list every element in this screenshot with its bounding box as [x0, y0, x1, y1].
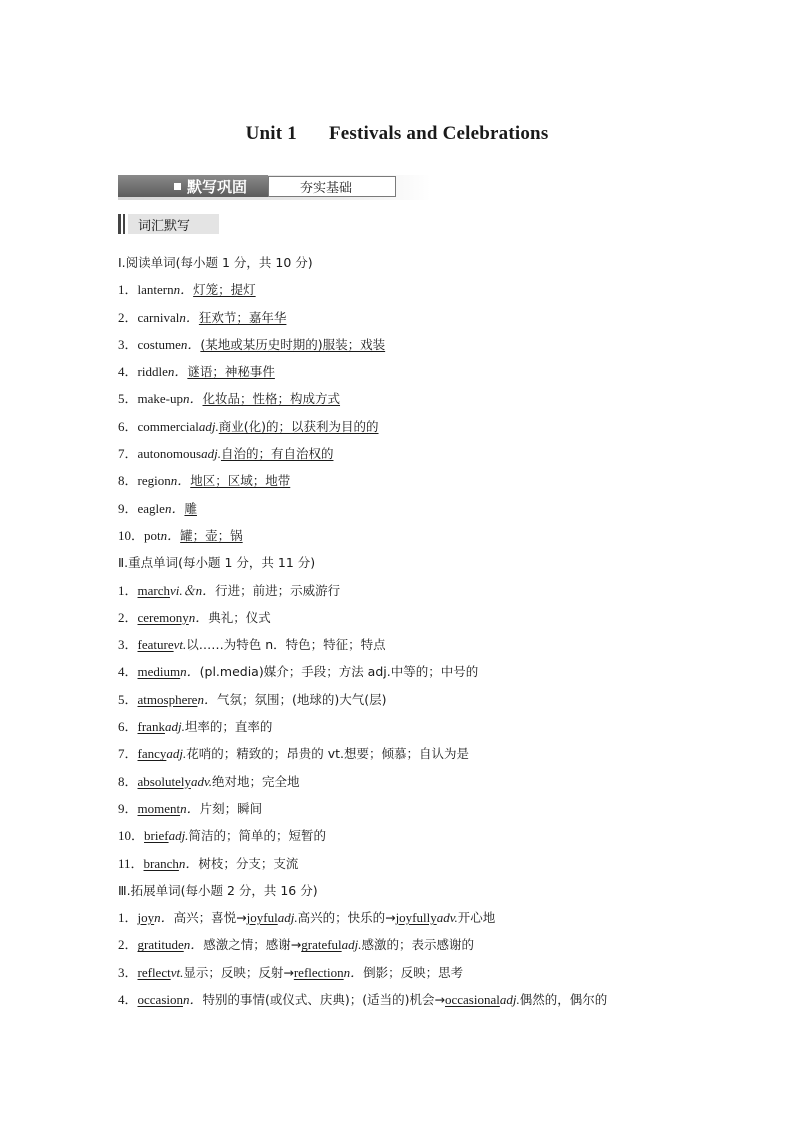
vocab-item	[118, 796, 758, 823]
item-pos: vt.	[170, 964, 184, 980]
item-derived-meaning: 感激的；表示感谢的	[361, 937, 475, 953]
item-meaning: (某地或某历史时期的)服装；戏装	[200, 336, 386, 352]
item-pos: n．	[188, 609, 209, 625]
item-pos: n．	[197, 691, 217, 707]
item-number: 3．	[118, 964, 138, 980]
vocab-item	[118, 441, 758, 468]
vocab-item	[118, 987, 758, 1014]
item-meaning: 绝对地；完全地	[212, 773, 300, 789]
item-pos: n．	[160, 527, 181, 543]
item-meaning: 行进；前进；示威游行	[215, 582, 341, 598]
item-meaning: 气氛；氛围；(地球的)大气(层)	[216, 691, 387, 707]
item-word: atmosphere	[137, 691, 198, 707]
item-number: 1．	[118, 282, 138, 298]
vocab-item	[118, 741, 758, 768]
item-word: commercial	[137, 418, 199, 434]
item-pos: adj.	[166, 746, 187, 762]
item-word: lantern	[137, 282, 174, 298]
item-pos: n．	[183, 992, 203, 1008]
item-number: 5．	[118, 691, 138, 707]
vocab-item	[118, 523, 758, 550]
item-word: eagle	[137, 500, 165, 516]
item-word: reflect	[137, 964, 171, 980]
item-meaning: 感激之情；感谢→	[203, 937, 302, 953]
section-heading	[118, 550, 758, 577]
item-number: 2．	[118, 937, 138, 953]
vocab-item	[118, 769, 758, 796]
item-word: autonomous	[137, 446, 202, 462]
subheading-label: 词汇默写	[128, 214, 219, 234]
item-number: 1．	[118, 910, 138, 926]
item-meaning: 坦率的；直率的	[184, 719, 273, 735]
item-number: 4．	[118, 364, 138, 380]
item-number: 7．	[118, 446, 138, 462]
item-meaning: 高兴；喜悦→	[173, 910, 247, 926]
unit-name: Festivals and Celebrations	[328, 123, 549, 144]
item-pos: n．	[178, 855, 199, 871]
vocab-item	[118, 277, 758, 304]
item-pos: adv.	[190, 773, 213, 789]
item-number: 3．	[118, 637, 138, 653]
item-word: march	[137, 582, 170, 598]
item-number: 10．	[118, 527, 145, 543]
item-derived-pos: adj.	[277, 910, 298, 926]
section-heading-text: Ⅰ.阅读单词(每小题 1 分，共 10 分)	[118, 255, 313, 270]
item-pos: n．	[183, 937, 204, 953]
item-number: 4．	[118, 664, 138, 680]
item-number: 2．	[118, 609, 138, 625]
item-word: frank	[137, 719, 165, 735]
item-meaning: (pl.media)媒介；手段；方法 adj.中等的；中号的	[199, 664, 479, 680]
item-word: occasion	[137, 992, 183, 1008]
item-pos: n．	[164, 500, 185, 516]
vocabulary-content	[118, 250, 758, 1014]
item-pos: vt.	[173, 637, 187, 653]
item-meaning: 商业(化)的；以获利为目的的	[218, 418, 379, 434]
subheading-bar-icon	[123, 214, 125, 234]
item-number: 11．	[118, 855, 144, 871]
item-word: feature	[137, 637, 174, 653]
item-word: medium	[137, 664, 181, 680]
item-meaning: 化妆品；性格；构成方式	[202, 391, 341, 407]
item-pos: adj.	[201, 446, 221, 462]
item-word: pot	[144, 527, 161, 543]
item-pos: n．	[180, 800, 200, 816]
item-meaning: 罐；壶；锅	[180, 527, 243, 543]
vocab-item	[118, 687, 758, 714]
item-pos: n．	[173, 282, 194, 298]
subheading	[118, 214, 219, 234]
vocab-item	[118, 305, 758, 332]
item-derived-word: occasional	[445, 992, 500, 1008]
subheading-bar-icon	[118, 214, 121, 234]
item-number: 6．	[118, 719, 138, 735]
item-derived-meaning: 倒影；反映；思考	[363, 964, 464, 980]
item-pos: adj.	[198, 418, 219, 434]
item-derived-pos: adj.	[499, 992, 520, 1008]
item-derived-pos: adv.	[436, 910, 458, 926]
vocab-item	[118, 468, 758, 495]
item-derived-pos: adj.	[341, 937, 362, 953]
item-word: absolutely	[137, 773, 191, 789]
item-number: 9．	[118, 800, 138, 816]
section-heading-text: Ⅲ.拓展单词(每小题 2 分，共 16 分)	[118, 882, 318, 898]
item-meaning: 特别的事情(或仪式、庆典)；(适当的)机会→	[202, 992, 445, 1008]
banner-main-label: 默写巩固	[187, 177, 248, 196]
vocab-item	[118, 659, 758, 686]
item-word: ceremony	[137, 609, 189, 625]
item-word: riddle	[137, 364, 168, 380]
item-meaning: 地区；区域；地带	[190, 473, 291, 489]
item-word: fancy	[137, 746, 167, 762]
item-derived-word: reflection	[293, 964, 344, 980]
item-word: gratitude	[137, 937, 184, 953]
item-derived-word: joyfully	[395, 910, 437, 926]
item-meaning: 树枝；分支；支流	[198, 855, 299, 871]
vocab-item	[118, 632, 758, 659]
vocab-item	[118, 905, 758, 932]
item-pos: n．	[170, 473, 191, 489]
section-heading-text: Ⅱ.重点单词(每小题 1 分，共 11 分)	[118, 555, 316, 571]
item-word: region	[137, 473, 171, 489]
item-meaning: 谜语；神秘事件	[187, 364, 275, 380]
item-meaning: 雕	[184, 500, 197, 516]
item-derived-word: grateful	[301, 937, 342, 953]
item-number: 4．	[118, 992, 138, 1008]
item-word: carnival	[137, 309, 180, 325]
item-word: brief	[144, 828, 169, 844]
item-meaning: 简洁的；简单的；短暂的	[188, 828, 326, 844]
vocab-item	[118, 714, 758, 741]
vocab-item	[118, 414, 758, 441]
item-number: 9．	[118, 500, 138, 516]
item-meaning: 花哨的；精致的；昂贵的 vt.想要；倾慕；自认为是	[186, 746, 470, 762]
item-meaning: 以……为特色 n．特色；特征；特点	[186, 637, 386, 653]
page-title	[0, 123, 794, 145]
item-number: 5．	[118, 391, 138, 407]
item-word: branch	[143, 855, 179, 871]
vocab-item	[118, 851, 758, 878]
item-word: joy	[137, 910, 155, 926]
item-word: moment	[137, 800, 181, 816]
item-pos: n．	[183, 391, 203, 407]
item-word: costume	[137, 336, 181, 352]
item-derived-pos: n．	[343, 964, 364, 980]
item-meaning: 显示；反映；反射→	[183, 964, 294, 980]
item-number: 8．	[118, 773, 138, 789]
item-derived-meaning: 偶然的，偶尔的	[519, 992, 608, 1008]
section-heading	[118, 250, 758, 277]
vocab-item	[118, 960, 758, 987]
item-word: make-up	[137, 391, 183, 407]
vocab-item	[118, 932, 758, 959]
item-pos: n．	[180, 336, 201, 352]
banner-main	[118, 175, 268, 197]
section-banner	[118, 175, 431, 200]
item-pos: n．	[154, 910, 174, 926]
item-derived-meaning: 开心地	[457, 910, 496, 926]
square-bullet-icon	[174, 183, 181, 190]
item-meaning: 灯笼；提灯	[193, 282, 256, 298]
section-heading	[118, 878, 758, 905]
item-number: 10．	[118, 828, 145, 844]
banner-tab-label: 夯实基础	[299, 181, 352, 196]
unit-label: Unit 1	[245, 123, 297, 144]
item-pos: adj.	[168, 828, 189, 844]
vocab-item	[118, 386, 758, 413]
item-pos: n．	[180, 664, 200, 680]
item-number: 3．	[118, 336, 138, 352]
item-number: 8．	[118, 473, 138, 489]
item-pos: n．	[179, 309, 199, 325]
vocab-item	[118, 578, 758, 605]
item-derived-word: joyful	[246, 910, 278, 926]
vocab-item	[118, 496, 758, 523]
vocab-item	[118, 359, 758, 386]
item-meaning: 自治的；有自治权的	[220, 446, 334, 462]
vocab-item	[118, 605, 758, 632]
banner-tab	[268, 176, 396, 197]
item-meaning: 典礼；仪式	[208, 609, 271, 625]
item-number: 2．	[118, 309, 138, 325]
item-number: 7．	[118, 746, 138, 762]
item-meaning: 狂欢节；嘉年华	[198, 309, 287, 325]
item-pos: adj.	[164, 719, 185, 735]
item-meaning: 片刻；瞬间	[199, 800, 263, 816]
item-number: 6．	[118, 418, 138, 434]
item-number: 1．	[118, 582, 138, 598]
vocab-item	[118, 823, 758, 850]
item-pos: n．	[167, 364, 188, 380]
item-pos: vi.＆n．	[170, 582, 216, 598]
item-derived-meaning: 高兴的；快乐的→	[297, 910, 396, 926]
vocab-item	[118, 332, 758, 359]
